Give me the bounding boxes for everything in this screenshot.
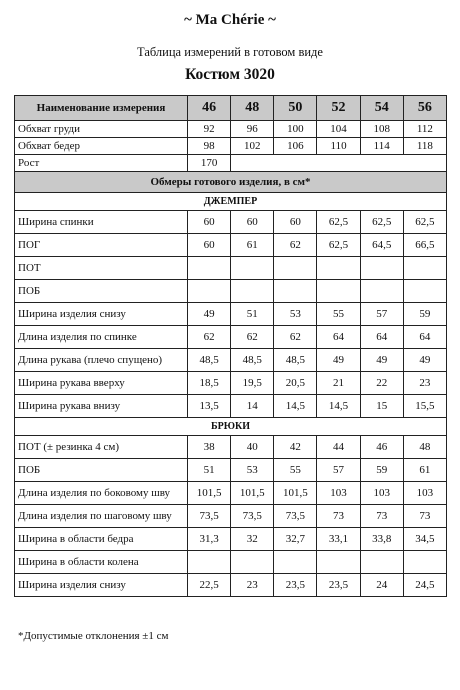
- size-header-row: [15, 96, 447, 121]
- row-name: Обхват груди: [15, 121, 188, 138]
- cell-value: 101,5: [274, 482, 317, 505]
- empty-cell: [231, 155, 447, 172]
- row-name: Ширина рукава вверху: [15, 372, 188, 395]
- cell-value: 24,5: [403, 574, 446, 597]
- table-row: [15, 257, 447, 280]
- cell-value: 55: [274, 459, 317, 482]
- cell-value: [231, 257, 274, 280]
- cell-value: 40: [231, 436, 274, 459]
- cell-value: 73,5: [231, 505, 274, 528]
- cell-value: 62: [188, 326, 231, 349]
- row-name: Ширина рукава внизу: [15, 395, 188, 418]
- cell-value: 64: [360, 326, 403, 349]
- table-row: [15, 482, 447, 505]
- row-name: Длина изделия по шаговому шву: [15, 505, 188, 528]
- cell-value: 14,5: [317, 395, 360, 418]
- cell-value: 48: [403, 436, 446, 459]
- cell-value: 51: [188, 459, 231, 482]
- cell-value: 112: [403, 121, 446, 138]
- cell-value: 21: [317, 372, 360, 395]
- group-title-row: [15, 193, 447, 211]
- cell-value: 13,5: [188, 395, 231, 418]
- cell-value: 15: [360, 395, 403, 418]
- row-name: ПОТ: [15, 257, 188, 280]
- table-subtitle: Таблица измерений в готовом виде: [137, 45, 323, 59]
- cell-value: [231, 280, 274, 303]
- table-row: [15, 505, 447, 528]
- cell-value: 59: [403, 303, 446, 326]
- cell-value: 100: [274, 121, 317, 138]
- cell-value: 114: [360, 138, 403, 155]
- cell-value: [403, 551, 446, 574]
- cell-value: 62: [274, 234, 317, 257]
- cell-value: 60: [188, 234, 231, 257]
- cell-value: 22: [360, 372, 403, 395]
- row-name: Ширина в области колена: [15, 551, 188, 574]
- table-row: [15, 234, 447, 257]
- cell-value: 73,5: [188, 505, 231, 528]
- cell-value: [188, 280, 231, 303]
- cell-value: [360, 280, 403, 303]
- cell-value: 61: [231, 234, 274, 257]
- cell-value: 38: [188, 436, 231, 459]
- cell-value: 34,5: [403, 528, 446, 551]
- section-title: Обмеры готового изделия, в см*: [15, 172, 447, 193]
- cell-value: 48,5: [188, 349, 231, 372]
- table-row: [15, 436, 447, 459]
- cell-value: 66,5: [403, 234, 446, 257]
- cell-value: [188, 551, 231, 574]
- table-row: [15, 326, 447, 349]
- table-row: [15, 372, 447, 395]
- cell-value: [188, 257, 231, 280]
- group-title: ДЖЕМПЕР: [15, 193, 447, 211]
- cell-value: 32,7: [274, 528, 317, 551]
- row-name: Ширина изделия снизу: [15, 303, 188, 326]
- cell-value: 108: [360, 121, 403, 138]
- cell-value: 62: [274, 326, 317, 349]
- cell-value: 102: [231, 138, 274, 155]
- cell-value: 51: [231, 303, 274, 326]
- cell-value: 18,5: [188, 372, 231, 395]
- cell-value: 24: [360, 574, 403, 597]
- table-row: [15, 551, 447, 574]
- measurement-name-header: Наименование измерения: [15, 96, 188, 121]
- cell-value: 104: [317, 121, 360, 138]
- cell-value: [317, 257, 360, 280]
- model-title: Костюм 3020: [185, 66, 275, 83]
- cell-value: 57: [360, 303, 403, 326]
- size-header: 50: [274, 96, 317, 121]
- cell-value: [403, 257, 446, 280]
- cell-value: 33,8: [360, 528, 403, 551]
- group-title: БРЮКИ: [15, 418, 447, 436]
- cell-value: 23: [403, 372, 446, 395]
- cell-value: 92: [188, 121, 231, 138]
- row-name: Ширина в области бедра: [15, 528, 188, 551]
- cell-value: 64: [403, 326, 446, 349]
- size-header: 52: [317, 96, 360, 121]
- cell-value: 103: [360, 482, 403, 505]
- table-row: [15, 138, 447, 155]
- cell-value: 110: [317, 138, 360, 155]
- cell-value: [274, 551, 317, 574]
- size-header: 54: [360, 96, 403, 121]
- size-table: [14, 95, 447, 597]
- table-row: [15, 155, 447, 172]
- cell-value: 49: [360, 349, 403, 372]
- table-row: [15, 528, 447, 551]
- cell-value: 55: [317, 303, 360, 326]
- row-name: Обхват бедер: [15, 138, 188, 155]
- row-name: Ширина спинки: [15, 211, 188, 234]
- row-name: Длина изделия по боковому шву: [15, 482, 188, 505]
- cell-value: 46: [360, 436, 403, 459]
- cell-value: [317, 280, 360, 303]
- cell-value: 73: [317, 505, 360, 528]
- size-header: 46: [188, 96, 231, 121]
- cell-value: [403, 280, 446, 303]
- cell-value: 103: [403, 482, 446, 505]
- cell-value: 33,1: [317, 528, 360, 551]
- cell-value: 49: [403, 349, 446, 372]
- table-row: [15, 349, 447, 372]
- cell-value: [360, 257, 403, 280]
- cell-value: 73: [403, 505, 446, 528]
- cell-value: 101,5: [231, 482, 274, 505]
- cell-value: 57: [317, 459, 360, 482]
- cell-value: 62: [231, 326, 274, 349]
- cell-value: 14: [231, 395, 274, 418]
- cell-value: 73: [360, 505, 403, 528]
- cell-value: 44: [317, 436, 360, 459]
- cell-value: [317, 551, 360, 574]
- cell-value: 32: [231, 528, 274, 551]
- cell-value: 20,5: [274, 372, 317, 395]
- cell-value: 14,5: [274, 395, 317, 418]
- row-name: ПОТ (± резинка 4 см): [15, 436, 188, 459]
- row-name: Рост: [15, 155, 188, 172]
- cell-value: 15,5: [403, 395, 446, 418]
- cell-value: 60: [231, 211, 274, 234]
- cell-value: 62,5: [360, 211, 403, 234]
- table-body: [15, 121, 447, 597]
- cell-value: 62,5: [317, 234, 360, 257]
- cell-value: 118: [403, 138, 446, 155]
- cell-value: [231, 551, 274, 574]
- row-name: Длина изделия по спинке: [15, 326, 188, 349]
- row-name: ПОГ: [15, 234, 188, 257]
- cell-value: 170: [188, 155, 231, 172]
- table-row: [15, 395, 447, 418]
- row-name: Ширина изделия снизу: [15, 574, 188, 597]
- cell-value: 60: [274, 211, 317, 234]
- cell-value: 49: [188, 303, 231, 326]
- size-header: 56: [403, 96, 446, 121]
- cell-value: 103: [317, 482, 360, 505]
- cell-value: 101,5: [188, 482, 231, 505]
- cell-value: 61: [403, 459, 446, 482]
- table-row: [15, 303, 447, 326]
- cell-value: 42: [274, 436, 317, 459]
- section-row: [15, 172, 447, 193]
- cell-value: 59: [360, 459, 403, 482]
- size-header: 48: [231, 96, 274, 121]
- cell-value: 22,5: [188, 574, 231, 597]
- table-row: [15, 211, 447, 234]
- cell-value: [360, 551, 403, 574]
- cell-value: 23,5: [274, 574, 317, 597]
- cell-value: 96: [231, 121, 274, 138]
- cell-value: 62,5: [317, 211, 360, 234]
- group-title-row: [15, 418, 447, 436]
- cell-value: [274, 280, 317, 303]
- cell-value: 98: [188, 138, 231, 155]
- table-row: [15, 280, 447, 303]
- cell-value: 23: [231, 574, 274, 597]
- cell-value: 49: [317, 349, 360, 372]
- cell-value: 64,5: [360, 234, 403, 257]
- cell-value: 73,5: [274, 505, 317, 528]
- row-name: Длина рукава (плечо спущено): [15, 349, 188, 372]
- brand-title: ~ Ma Chérie ~: [184, 12, 276, 28]
- table-row: [15, 121, 447, 138]
- cell-value: [274, 257, 317, 280]
- cell-value: 62,5: [403, 211, 446, 234]
- footnote: *Допустимые отклонения ±1 см: [18, 630, 169, 642]
- cell-value: 23,5: [317, 574, 360, 597]
- cell-value: 60: [188, 211, 231, 234]
- table-row: [15, 574, 447, 597]
- table-row: [15, 459, 447, 482]
- cell-value: 106: [274, 138, 317, 155]
- row-name: ПОБ: [15, 459, 188, 482]
- cell-value: 53: [274, 303, 317, 326]
- cell-value: 31,3: [188, 528, 231, 551]
- cell-value: 19,5: [231, 372, 274, 395]
- cell-value: 48,5: [231, 349, 274, 372]
- cell-value: 53: [231, 459, 274, 482]
- cell-value: 64: [317, 326, 360, 349]
- cell-value: 48,5: [274, 349, 317, 372]
- row-name: ПОБ: [15, 280, 188, 303]
